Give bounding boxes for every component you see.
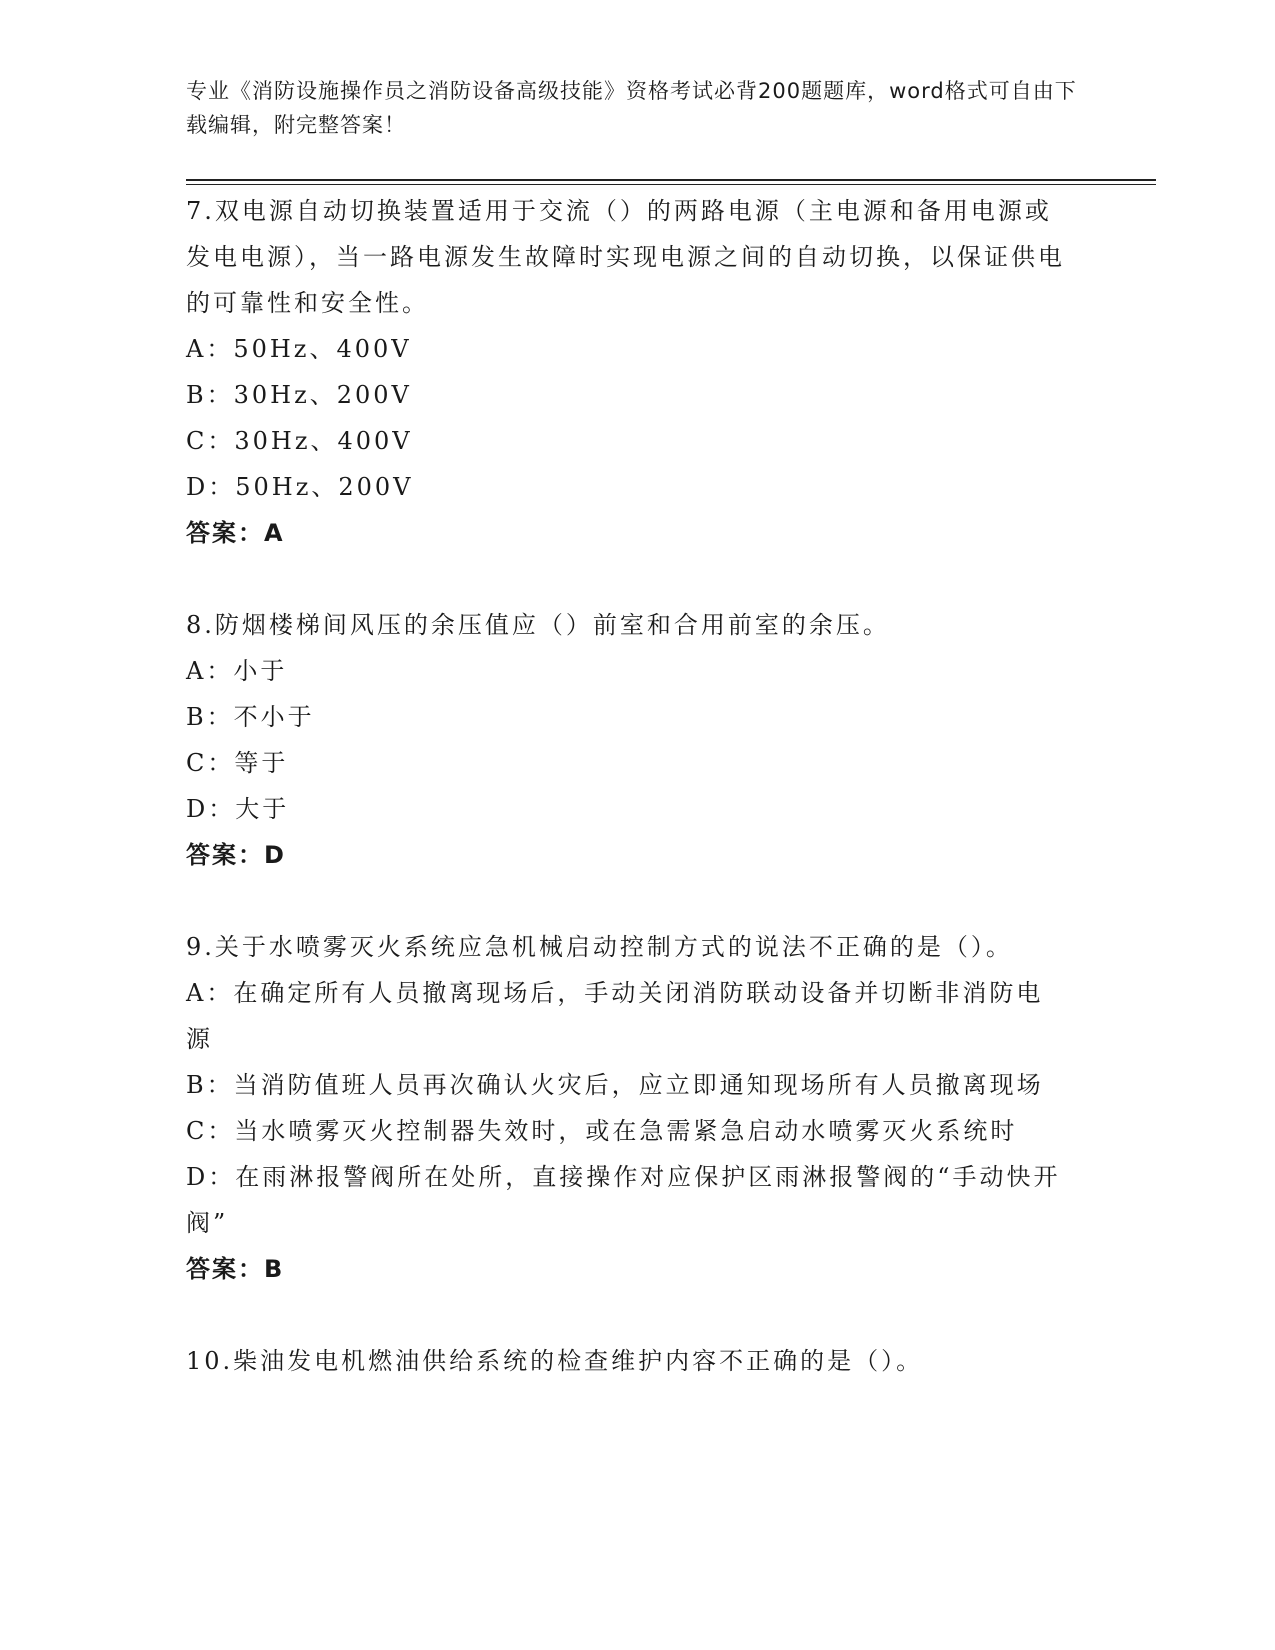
question-text: 7.双电源自动切换装置适用于交流（）的两路电源（主电源和备用电源或发电电源），当一路电源发生故障时实现电源之间的自动切换，以保证供电的可靠性和安全性。 bbox=[186, 197, 1065, 317]
header-rule-thin bbox=[186, 184, 1156, 185]
question-7 bbox=[186, 188, 1086, 556]
option-b: B：当消防值班人员再次确认火灾后，应立即通知现场所有人员撤离现场 bbox=[186, 1071, 1044, 1099]
question-text: 10.柴油发电机燃油供给系统的检查维护内容不正确的是（）。 bbox=[186, 1347, 924, 1375]
question-9 bbox=[186, 924, 1086, 1292]
document-header: 专业《消防设施操作员之消防设备高级技能》资格考试必背200题题库，word格式可自由下载编辑，附完整答案！ bbox=[186, 79, 1077, 137]
option-d: D：50Hz、200V bbox=[186, 473, 414, 501]
answer: 答案：D bbox=[186, 841, 286, 869]
option-d: D：在雨淋报警阀所在处所，直接操作对应保护区雨淋报警阀的“手动快开阀” bbox=[186, 1163, 1061, 1237]
answer: 答案：B bbox=[186, 1255, 285, 1283]
question-text: 8.防烟楼梯间风压的余压值应（）前室和合用前室的余压。 bbox=[186, 611, 890, 639]
answer: 答案：A bbox=[186, 519, 285, 547]
option-c: C：当水喷雾灭火控制器失效时，或在急需紧急启动水喷雾灭火系统时 bbox=[186, 1117, 1018, 1145]
option-b: B：30Hz、200V bbox=[186, 381, 412, 409]
header-rule-thick bbox=[186, 179, 1156, 181]
option-a: A：在确定所有人员撤离现场后，手动关闭消防联动设备并切断非消防电源 bbox=[186, 979, 1044, 1053]
option-a: A：50Hz、400V bbox=[186, 335, 412, 363]
option-c: C：等于 bbox=[186, 749, 289, 777]
option-a: A：小于 bbox=[186, 657, 288, 685]
option-d: D：大于 bbox=[186, 795, 290, 823]
question-8 bbox=[186, 602, 1086, 878]
question-text: 9.关于水喷雾灭火系统应急机械启动控制方式的说法不正确的是（）。 bbox=[186, 933, 1013, 961]
question-list bbox=[186, 188, 1086, 1384]
question-10 bbox=[186, 1338, 1086, 1384]
option-b: B：不小于 bbox=[186, 703, 315, 731]
option-c: C：30Hz、400V bbox=[186, 427, 413, 455]
